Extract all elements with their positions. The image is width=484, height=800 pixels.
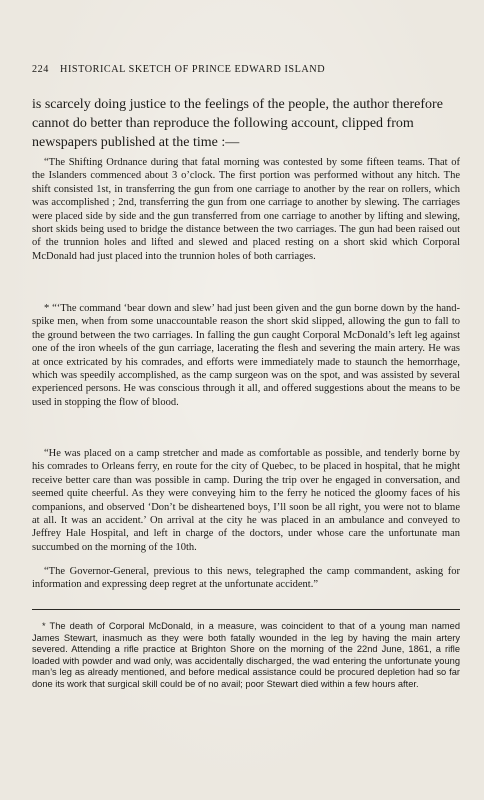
footnote-text: * The death of Corporal McDonald, in a measure, was coincident to that of a young man named James Stewart, inasmuch as they were both fatally wounded in the leg by having the main artery severed. Attending a rifle practice at Brighton Shore on the morning of the 22nd June, 1861, a rifle loaded with powder and wad only, was accidentally discharged, the wad entering the unfortunate young man’s leg as already mentioned, and before medical assistance could be procured depletion had so far done its work that surgical skill could be of no avail; poor Stewart died within a few hours after.: [32, 621, 460, 689]
quoted-paragraph-2: [32, 302, 460, 409]
intro-paragraph: [32, 95, 460, 152]
quoted-paragraph-3: [32, 447, 460, 554]
paragraph-text: “The Shifting Ordnance during that fatal morning was contested by some fifteen teams. That of the Islanders commenced about 3 o’clock. The first portion was performed without any hitch. The shift consisted 1st, in transferring the gun from one carriage to another by the rear on rollers, which was accomplished ; 2nd, transferring the gun from one carriage to another by slewing. The carriages were placed side by side and the gun transferred from one carriage to another by lifting and slewing, short skids being used to bridge the distance between the two carriages. The gun had been raised out of the trunnion holes and lifted and slewed and placed resting on a short skid which Corporal McDonald had just placed into the trunnion holes of both carriages.: [32, 157, 460, 262]
paragraph-text: “The Governor-General, previous to this news, telegraphed the camp commandent, asking for information and expressing deep regret at the unfortunate accident.”: [32, 566, 460, 591]
footnote-divider: [32, 609, 460, 610]
paragraph-text: * “‘The command ‘bear down and slew’ had just been given and the gun borne down by the hand-spike men, when from some unaccountable reason the short skid slipped, allowing the gun to fall to the ground between the two carriages. In falling the gun caught Corporal McDonald’s left leg against one of the iron wheels of the gun carriage, lacerating the flesh and severing the main artery. He was at once extricated by his comrades, and efforts were immediately made to staunch the hemorrhage, which was speedily accomplished, as the camp surgeon was on the spot, and was assisted by several experienced persons. He was conscious through it all, and offered suggestions about the means to be used in stopping the flow of blood.: [32, 303, 460, 408]
running-head-title: HISTORICAL SKETCH OF PRINCE EDWARD ISLAND: [60, 64, 326, 75]
paragraph-text: “He was placed on a camp stretcher and made as comfortable as possible, and tenderly borne by his comrades to Orleans ferry, en route for the city of Quebec, to be placed in hospital, that he might receive better care than was possible in camp. During the trip over he engaged in conversation, and seemed quite cheerful. As they were conveying him to the ferry he noticed the gloomy faces of his companions, and observed ‘Don’t be disheartened boys, I’ll soon be all right, you were not to blame at all. It was an accident.’ On arrival at the city he was placed in an ambulance and conveyed to Jeffrey Hale Hospital, and left in charge of the doctors, under whose care the unfortunate man succumbed on the morning of the 10th.: [32, 448, 460, 553]
quoted-paragraph-4: [32, 565, 460, 592]
quoted-paragraph-1: [32, 156, 460, 263]
intro-text: is scarcely doing justice to the feelings of the people, the author therefore cannot do better than reproduce the following account, clipped from newspapers published at the time :—: [32, 97, 443, 150]
page-number: 224: [32, 64, 49, 75]
running-head: [32, 64, 462, 75]
footnote: [32, 621, 460, 691]
